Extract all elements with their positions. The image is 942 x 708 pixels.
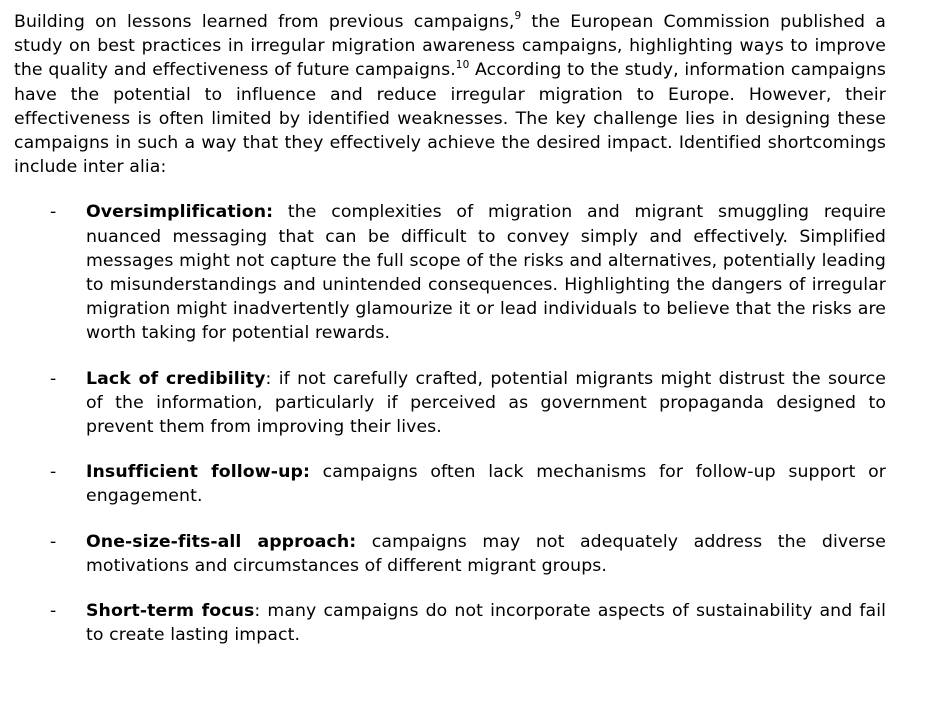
footnote-reference-10[interactable]: 10	[455, 58, 470, 71]
intro-text-part-3: According to the study, information campaigns have the potential to influence and reduce irregular migration to Europe. However, their effectiveness is often limited by identified weaknesses. The key challenge lies in designing these campaigns in such a way that they effectively achieve the desired impact. Identified shortcomings include inter alia:	[14, 60, 886, 178]
list-item-short-term-focus	[14, 599, 886, 647]
item-term: Oversimplification:	[86, 202, 274, 223]
intro-text-part-2: the European Commission published a study on best practices in irregular migration awareness campaigns, highlighting ways to improve the quality and effectiveness of future campaigns.	[14, 12, 886, 81]
item-description: campaigns often lack mechanisms for follow-up support or engagement.	[86, 462, 886, 507]
list-item-insufficient-follow-up	[14, 460, 886, 508]
footnote-reference-9[interactable]: 9	[514, 10, 522, 23]
list-item-oversimplification	[14, 200, 886, 345]
item-description: : many campaigns do not incorporate aspects of sustainability and fail to create lasting impact.	[86, 601, 886, 646]
document-page	[14, 10, 886, 668]
bullet-dash: -	[50, 462, 57, 483]
item-term: Short-term focus	[86, 601, 255, 622]
shortcomings-list	[14, 200, 886, 647]
list-item-lack-of-credibility	[14, 367, 886, 440]
item-term: Lack of credibility	[86, 368, 266, 389]
item-description: campaigns may not adequately address the diverse motivations and circumstances of different migrant groups.	[86, 531, 886, 576]
intro-paragraph	[14, 10, 886, 179]
intro-text-part-1: Building on lessons learned from previous campaigns,	[14, 12, 515, 32]
item-term: Insufficient follow-up:	[86, 462, 310, 483]
bullet-dash: -	[50, 531, 57, 552]
item-term: One-size-fits-all approach:	[86, 531, 357, 552]
bullet-dash: -	[50, 368, 57, 389]
bullet-dash: -	[50, 601, 57, 622]
bullet-dash: -	[50, 202, 57, 223]
item-description: the complexities of migration and migrant smuggling require nuanced messaging that can be difficult to convey simply and effectively. Simplified messages might not capture the full scope of the risks and alternatives, potentially leading to misunderstandings and unintended consequences. Highlighting the dangers of irregular migration might inadvertently glamourize it or lead individuals to believe that the risks are worth taking for potential rewards.	[86, 202, 886, 344]
item-description: : if not carefully crafted, potential migrants might distrust the source of the information, particularly if perceived as government propaganda designed to prevent them from improving their lives.	[86, 368, 886, 438]
list-item-one-size-fits-all	[14, 530, 886, 578]
